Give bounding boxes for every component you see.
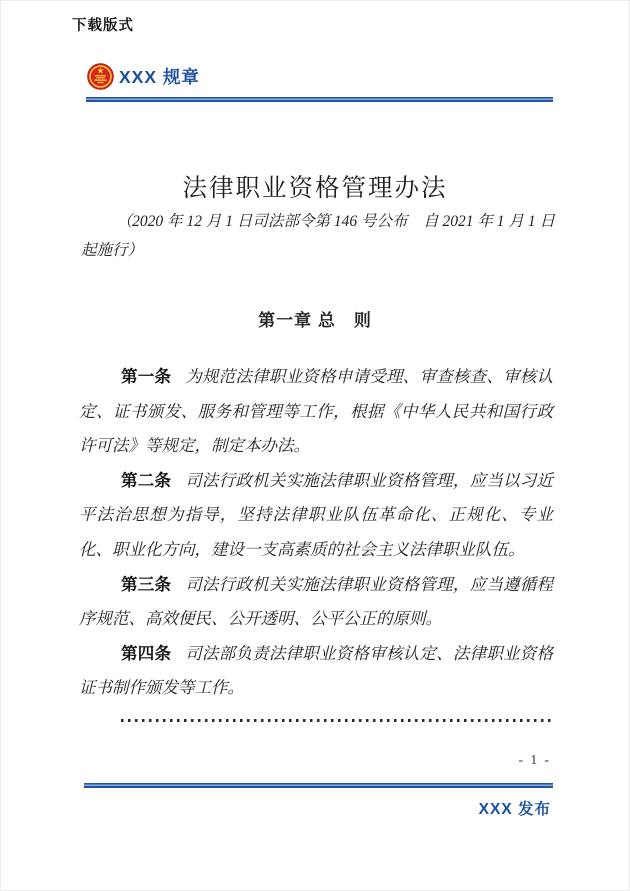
header-divider bbox=[86, 97, 553, 102]
document-title: 法律职业资格管理办法 bbox=[182, 175, 448, 202]
article-text: 为规范法律职业资格申请受理、审查核查、审核认定、证书颁发、服务和管理等工作，根据《中华人民共和国行政许可法》等规定，制定本办法。 bbox=[79, 367, 554, 456]
article-text: 司法行政机关实施法律职业资格管理，应当以习近平法治思想为指导，坚持法律职业队伍革命化、正规化、专业化、职业化方向，建设一支高素质的社会主义法律职业队伍。 bbox=[79, 470, 554, 559]
document-subtitle: （2020 年 12 月 1 日司法部令第 146 号公布 自 2021 年 1 月 1 日起施行） bbox=[81, 213, 555, 259]
national-emblem-icon bbox=[87, 63, 114, 90]
document-header bbox=[87, 63, 200, 90]
footer-divider bbox=[84, 783, 553, 788]
article-paragraph bbox=[79, 464, 553, 568]
article-label: 第一条 bbox=[121, 368, 172, 386]
publisher-label: XXX 发布 bbox=[478, 801, 551, 818]
header-org-label: XXX 规章 bbox=[119, 67, 200, 87]
article-label: 第四条 bbox=[121, 644, 172, 663]
article-label: 第二条 bbox=[121, 471, 172, 490]
page-number: - 1 - bbox=[518, 752, 551, 767]
chapter-heading: 第一章 总 则 bbox=[258, 311, 372, 330]
dotted-divider bbox=[121, 719, 553, 722]
article-paragraph bbox=[79, 360, 553, 464]
article-label: 第三条 bbox=[121, 575, 172, 594]
article-paragraph bbox=[79, 568, 553, 637]
document-body bbox=[79, 360, 553, 722]
article-text: 司法部负责法律职业资格审核认定、法律职业资格证书制作颁发等工作。 bbox=[79, 643, 554, 698]
article-text: 司法行政机关实施法律职业资格管理，应当遵循程序规范、高效便民、公开透明、公平公正的原则。 bbox=[79, 574, 554, 629]
article-paragraph bbox=[79, 637, 553, 706]
download-format-link[interactable]: 下载版式 bbox=[72, 18, 134, 34]
